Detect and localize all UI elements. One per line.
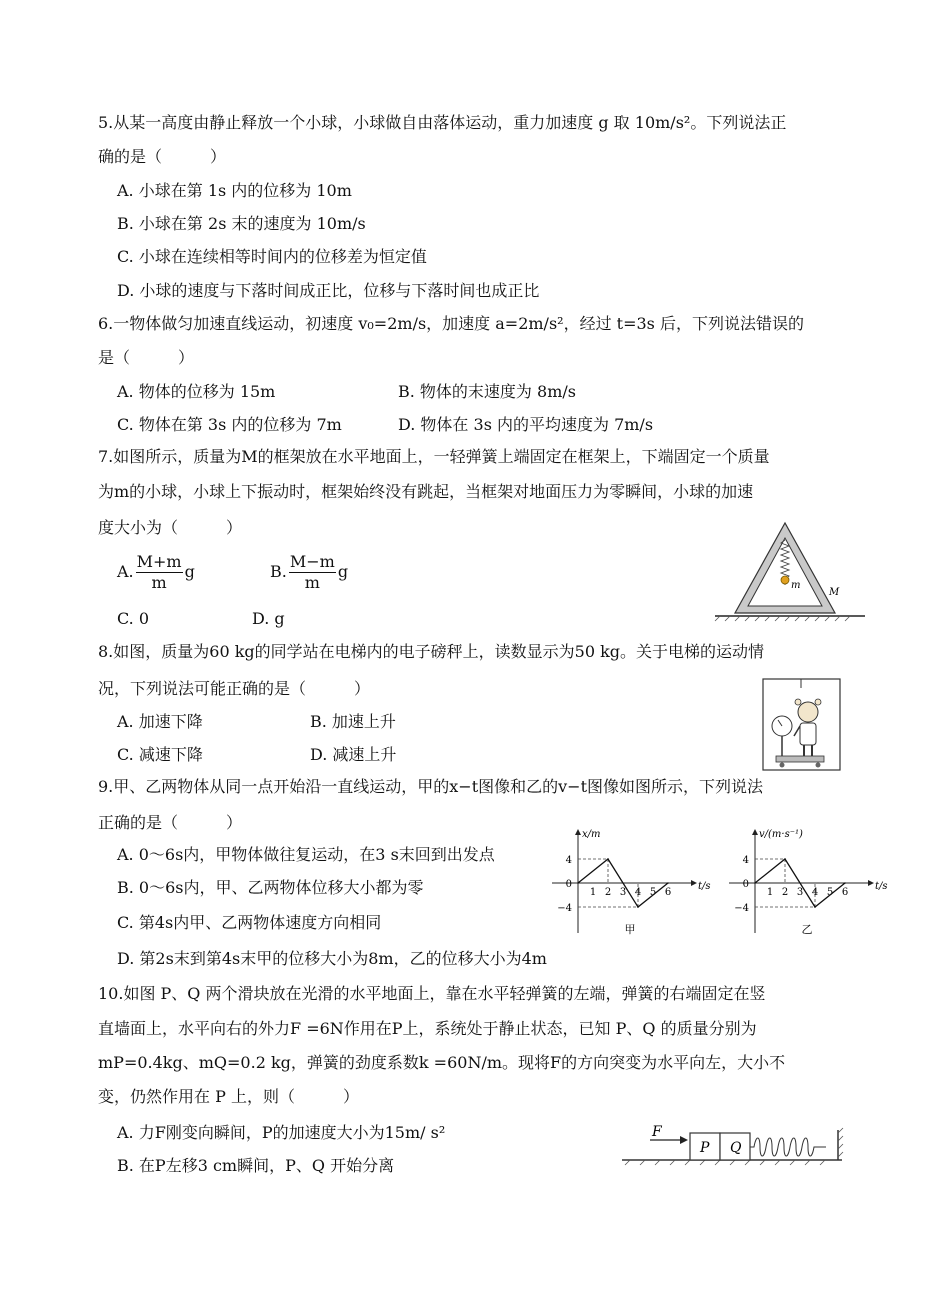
ball xyxy=(781,576,789,584)
y-tick-label: 0 xyxy=(565,879,572,890)
data-point xyxy=(844,882,846,884)
label-P: P xyxy=(700,1140,710,1156)
q7-option-a-fraction xyxy=(136,552,183,593)
data-point xyxy=(637,906,639,908)
q9-stem-line1: 9.甲、乙两物体从同一点开始沿一直线运动，甲的x−t图像和乙的v−t图像如图所示，下列说法 xyxy=(98,777,764,796)
q6-option-d: D. 物体在 3s 内的平均速度为 7m/s xyxy=(398,415,654,434)
data-point xyxy=(754,882,756,884)
q7-stem-line3: 度大小为（ ） xyxy=(98,518,243,537)
q5-stem-line2: 确的是（ ） xyxy=(98,147,227,166)
x-tick-label: 4 xyxy=(811,887,819,898)
x-tick-label: 5 xyxy=(826,887,834,898)
x-axis-arrow xyxy=(691,880,697,886)
q9-option-d: D. 第2s末到第4s末甲的位移大小为8m，乙的位移大小为4m xyxy=(117,949,547,968)
label-F: F xyxy=(652,1124,662,1140)
q6-stem-line1: 6.一物体做匀加速直线运动，初速度 v₀=2m/s，加速度 a=2m/s²，经过 t=3s 后，下列说法错误的 xyxy=(98,314,804,333)
q7-stem-line1: 7.如图所示，质量为M的框架放在水平地面上，一轻弹簧上端固定在框架上，下端固定一个质量 xyxy=(98,447,770,466)
q7-option-c: C. 0 xyxy=(117,609,150,628)
q7-option-a-g: g xyxy=(184,562,195,581)
q8-elevator-figure xyxy=(762,678,842,772)
q7-option-a xyxy=(117,552,195,593)
q9-stem-line2: 正确的是（ ） xyxy=(98,813,243,832)
x-tick-label: 1 xyxy=(589,887,597,898)
x-tick-label: 2 xyxy=(781,887,789,898)
q7-option-b-fraction xyxy=(289,552,336,593)
q5-stem-line1: 5.从某一高度由静止释放一个小球，小球做自由落体运动，重力加速度 g 取 10m/s²。下列说法正 xyxy=(98,113,787,132)
q5-option-b: B. 小球在第 2s 末的速度为 10m/s xyxy=(117,214,366,233)
q10-stem-line4: 变，仍然作用在 P 上，则（ ） xyxy=(98,1087,359,1106)
q8-option-b: B. 加速上升 xyxy=(310,712,396,731)
q8-option-c: C. 减速下降 xyxy=(117,745,203,764)
data-point xyxy=(607,858,609,860)
q7-option-b-denominator: m xyxy=(304,573,320,592)
q10-stem-line3: mP=0.4kg、mQ=0.2 kg，弹簧的劲度系数k =60N/m。现将F的方向突变为水平向左，大小不 xyxy=(98,1053,786,1072)
x-tick-label: 6 xyxy=(841,887,849,898)
x-axis-label: t/s xyxy=(698,881,711,892)
label-m: m xyxy=(791,580,801,591)
q7-option-a-denominator: m xyxy=(151,573,167,592)
q7-option-b-numerator: M−m xyxy=(289,552,335,571)
y-axis-arrow xyxy=(575,829,581,835)
chart-caption: 乙 xyxy=(801,923,813,936)
y-axis-label: v/(m·s⁻¹) xyxy=(759,829,803,840)
data-point xyxy=(814,906,816,908)
x-axis-label: t/s xyxy=(875,881,888,892)
x-tick-label: 3 xyxy=(619,887,627,898)
y-tick-label: 4 xyxy=(742,855,749,866)
chart-jia xyxy=(548,825,718,940)
q10-option-b: B. 在P左移3 cm瞬间，P、Q 开始分离 xyxy=(117,1156,395,1175)
horizontal-spring xyxy=(750,1138,826,1156)
q9-option-a: A. 0～6s内，甲物体做往复运动，在3 s末回到出发点 xyxy=(117,845,495,864)
q7-option-d: D. g xyxy=(252,609,285,628)
q5-option-a: A. 小球在第 1s 内的位移为 10m xyxy=(117,181,352,200)
q10-blocks-figure xyxy=(620,1125,850,1170)
q6-stem-line2: 是（ ） xyxy=(98,348,195,367)
person-body xyxy=(800,723,816,745)
y-tick-label: −4 xyxy=(557,903,572,914)
chart-caption: 甲 xyxy=(624,923,636,936)
x-tick-label: 3 xyxy=(796,887,804,898)
y-tick-label: −4 xyxy=(734,903,749,914)
q10-stem-line1: 10.如图 P、Q 两个滑块放在光滑的水平地面上，靠在水平轻弹簧的左端，弹簧的右端固定在竖 xyxy=(98,984,766,1003)
x-axis-arrow xyxy=(868,880,874,886)
q6-option-a: A. 物体的位移为 15m xyxy=(117,382,276,401)
q10-option-a: A. 力F刚变向瞬间，P的加速度大小为15m/ s² xyxy=(117,1123,446,1142)
q7-stem-line2: 为m的小球，小球上下振动时，框架始终没有跳起，当框架对地面压力为零瞬间，小球的加速 xyxy=(98,482,754,501)
q9-option-c: C. 第4s内甲、乙两物体速度方向相同 xyxy=(117,913,382,932)
q5-option-c: C. 小球在连续相等时间内的位移差为恒定值 xyxy=(117,247,427,266)
q7-option-b-label: B. xyxy=(270,562,287,581)
scale-platform xyxy=(776,756,824,762)
data-point xyxy=(784,858,786,860)
q9-option-b: B. 0～6s内，甲、乙两物体位移大小都为零 xyxy=(117,878,424,897)
q5-option-d: D. 小球的速度与下落时间成正比，位移与下落时间也成正比 xyxy=(117,281,540,300)
q6-option-c: C. 物体在第 3s 内的位移为 7m xyxy=(117,415,342,434)
y-tick-label: 4 xyxy=(565,855,572,866)
q8-stem-line2: 况，下列说法可能正确的是（ ） xyxy=(98,679,371,698)
label-M: M xyxy=(829,587,840,598)
x-tick-label: 5 xyxy=(649,887,657,898)
q6-option-b: B. 物体的末速度为 8m/s xyxy=(398,382,576,401)
q8-option-a: A. 加速下降 xyxy=(117,712,203,731)
y-tick-label: 0 xyxy=(742,879,749,890)
x-tick-label: 1 xyxy=(766,887,774,898)
x-tick-label: 4 xyxy=(634,887,642,898)
q10-stem-line2: 直墙面上，水平向右的外力F =6N作用在P上，系统处于静止状态，已知 P、Q 的质量分别为 xyxy=(98,1019,757,1038)
q7-option-a-numerator: M+m xyxy=(136,552,182,571)
q8-stem-line1: 8.如图，质量为60 kg的同学站在电梯内的电子磅秤上，读数显示为50 kg。关于电梯的运动情 xyxy=(98,642,765,661)
person-head xyxy=(798,702,818,722)
y-axis-arrow xyxy=(752,829,758,835)
q7-option-a-label: A. xyxy=(117,562,134,581)
x-tick-label: 2 xyxy=(604,887,612,898)
data-point xyxy=(667,882,669,884)
chart-yi xyxy=(725,825,895,940)
q7-frame-figure xyxy=(715,520,865,620)
q7-option-b-g: g xyxy=(337,562,349,581)
y-axis-label: x/m xyxy=(582,829,601,840)
data-point xyxy=(577,882,579,884)
q7-option-b xyxy=(270,552,348,593)
label-Q: Q xyxy=(730,1140,742,1156)
q8-option-d: D. 减速上升 xyxy=(310,745,397,764)
x-tick-label: 6 xyxy=(664,887,672,898)
